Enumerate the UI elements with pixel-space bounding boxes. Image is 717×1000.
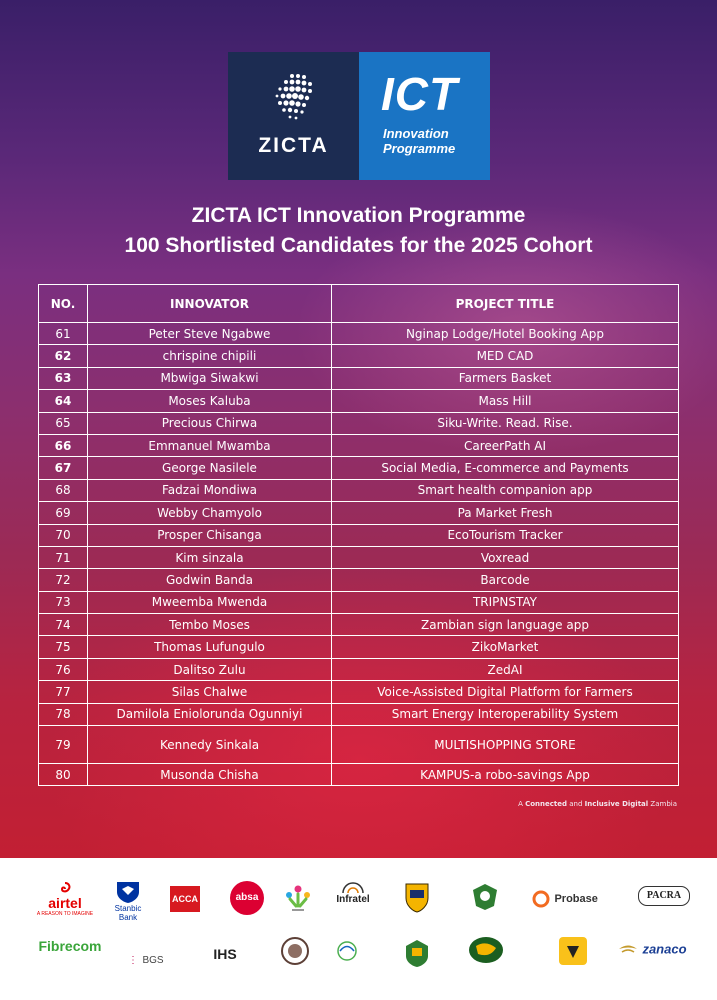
row-project: Smart Energy Interoperability System xyxy=(332,703,679,725)
stanbic-logo xyxy=(108,880,148,922)
airtel-logo xyxy=(30,882,100,918)
tagline xyxy=(518,800,677,808)
tagline-connected: Connected xyxy=(525,800,568,808)
table-row xyxy=(39,703,679,725)
row-innovator: Fadzai Mondiwa xyxy=(88,479,332,501)
row-no: 68 xyxy=(39,479,88,501)
people-network-icon xyxy=(284,884,312,914)
table-header-row xyxy=(39,285,679,323)
round-emblem-icon xyxy=(280,936,310,966)
row-innovator: Mweemba Mwenda xyxy=(88,591,332,613)
row-innovator: Dalitso Zulu xyxy=(88,658,332,680)
green-crest-icon xyxy=(470,882,500,912)
airtel-swirl-icon xyxy=(58,882,72,896)
green-map-icon xyxy=(468,936,504,964)
row-project: EcoTourism Tracker xyxy=(332,524,679,546)
acca-logo xyxy=(170,886,200,912)
zicta-dots-icon xyxy=(272,72,316,124)
row-project: ZikoMarket xyxy=(332,636,679,658)
absa-logo xyxy=(230,881,264,915)
row-project: TRIPNSTAY xyxy=(332,591,679,613)
pacra-logo-text: PACRA xyxy=(646,890,682,901)
row-project: MULTISHOPPING STORE xyxy=(332,726,679,764)
absa-logo-text: absa xyxy=(235,892,259,903)
row-innovator: Precious Chirwa xyxy=(88,412,332,434)
row-innovator: Silas Chalwe xyxy=(88,681,332,703)
row-no: 71 xyxy=(39,546,88,568)
table-row xyxy=(39,658,679,680)
sponsor-logos-strip xyxy=(0,858,717,1000)
stanbic-shield-icon xyxy=(115,880,141,904)
row-no: 61 xyxy=(39,323,88,345)
yellow-square-icon xyxy=(558,936,588,966)
infratel-logo xyxy=(328,880,378,906)
row-project: Smart health companion app xyxy=(332,479,679,501)
row-project: Siku-Write. Read. Rise. xyxy=(332,412,679,434)
bgs-logo xyxy=(128,950,188,968)
pacra-logo xyxy=(638,886,690,906)
row-project: Voice-Assisted Digital Platform for Farmers xyxy=(332,681,679,703)
bgs-dots-icon: ⋮ xyxy=(128,955,138,966)
table-row xyxy=(39,412,679,434)
header-innovator: INNOVATOR xyxy=(88,285,332,323)
table-row xyxy=(39,726,679,764)
ict-innovation-logo xyxy=(359,52,490,180)
tagline-pre: A xyxy=(518,800,526,808)
row-no: 72 xyxy=(39,569,88,591)
table-row xyxy=(39,457,679,479)
row-project: ZedAI xyxy=(332,658,679,680)
zanaco-logo xyxy=(618,940,700,958)
header-no: NO. xyxy=(39,285,88,323)
row-no: 76 xyxy=(39,658,88,680)
row-innovator: Webby Chamyolo xyxy=(88,502,332,524)
bgs-logo-text: BGS xyxy=(142,955,164,966)
fibrecom-logo xyxy=(34,938,106,954)
airtel-logo-text: airtel xyxy=(48,895,82,911)
row-innovator: Thomas Lufungulo xyxy=(88,636,332,658)
zambia-crest-icon xyxy=(404,938,430,968)
table-row xyxy=(39,479,679,501)
row-no: 77 xyxy=(39,681,88,703)
row-innovator: Kennedy Sinkala xyxy=(88,726,332,764)
row-innovator: Mbwiga Siwakwi xyxy=(88,367,332,389)
row-project: MED CAD xyxy=(332,345,679,367)
table-row xyxy=(39,546,679,568)
row-no: 80 xyxy=(39,764,88,786)
stanbic-logo-text: Stanbic xyxy=(114,904,142,913)
table-row xyxy=(39,345,679,367)
zanaco-eagle-icon xyxy=(618,942,638,956)
table-row xyxy=(39,591,679,613)
table-row xyxy=(39,569,679,591)
probase-ring-icon xyxy=(532,890,550,908)
table-row xyxy=(39,636,679,658)
row-project: CareerPath AI xyxy=(332,434,679,456)
probase-logo xyxy=(532,890,602,908)
row-innovator: Prosper Chisanga xyxy=(88,524,332,546)
row-no: 73 xyxy=(39,591,88,613)
row-project: Farmers Basket xyxy=(332,367,679,389)
ihs-logo-text: IHS xyxy=(213,946,237,962)
row-innovator: Moses Kaluba xyxy=(88,390,332,412)
row-no: 63 xyxy=(39,367,88,389)
row-no: 70 xyxy=(39,524,88,546)
header-project-title: PROJECT TITLE xyxy=(332,285,679,323)
probase-logo-text: Probase xyxy=(554,893,598,905)
ict-logo-text: ICT xyxy=(381,68,459,120)
row-innovator: chrispine chipili xyxy=(88,345,332,367)
row-innovator: George Nasilele xyxy=(88,457,332,479)
small-emblem-icon xyxy=(334,940,360,964)
row-project: Mass Hill xyxy=(332,390,679,412)
zicta-logo-text: ZICTA xyxy=(258,134,329,157)
table-row xyxy=(39,434,679,456)
page-subtitle: 100 Shortlisted Candidates for the 2025 Cohort xyxy=(124,234,593,257)
table-row xyxy=(39,367,679,389)
fibrecom-logo-text: Fibrecom xyxy=(38,938,102,954)
row-no: 66 xyxy=(39,434,88,456)
page-title: ZICTA ICT Innovation Programme xyxy=(191,204,526,227)
row-no: 78 xyxy=(39,703,88,725)
row-innovator: Godwin Banda xyxy=(88,569,332,591)
table-row xyxy=(39,614,679,636)
zcas-crest-icon xyxy=(404,882,430,914)
row-innovator: Emmanuel Mwamba xyxy=(88,434,332,456)
row-project: Nginap Lodge/Hotel Booking App xyxy=(332,323,679,345)
row-no: 75 xyxy=(39,636,88,658)
row-no: 65 xyxy=(39,412,88,434)
ict-logo-sub-line2: Programme xyxy=(383,141,456,156)
row-project: KAMPUS-a robo-savings App xyxy=(332,764,679,786)
row-no: 74 xyxy=(39,614,88,636)
row-innovator: Peter Steve Ngabwe xyxy=(88,323,332,345)
ict-logo-subtitle xyxy=(383,126,455,156)
ict-logo-sub-line1: Innovation xyxy=(383,126,449,141)
ihs-logo xyxy=(205,946,245,962)
table-row xyxy=(39,502,679,524)
acca-logo-text: ACCA xyxy=(172,894,198,904)
row-innovator: Tembo Moses xyxy=(88,614,332,636)
row-innovator: Damilola Eniolorunda Ogunniyi xyxy=(88,703,332,725)
row-no: 79 xyxy=(39,726,88,764)
row-innovator: Kim sinzala xyxy=(88,546,332,568)
row-no: 62 xyxy=(39,345,88,367)
table-row xyxy=(39,323,679,345)
zicta-logo xyxy=(228,52,359,180)
row-innovator: Musonda Chisha xyxy=(88,764,332,786)
table-row xyxy=(39,524,679,546)
infratel-logo-text: Infratel xyxy=(336,894,370,905)
row-no: 69 xyxy=(39,502,88,524)
row-project: Social Media, E-commerce and Payments xyxy=(332,457,679,479)
zanaco-logo-text: zanaco xyxy=(642,941,687,957)
row-project: Barcode xyxy=(332,569,679,591)
tagline-post: Zambia xyxy=(648,800,677,808)
row-project: Voxread xyxy=(332,546,679,568)
stanbic-logo-sub: Bank xyxy=(118,913,138,922)
candidates-table xyxy=(38,284,679,786)
row-no: 64 xyxy=(39,390,88,412)
table-row xyxy=(39,681,679,703)
airtel-tagline: A REASON TO IMAGINE xyxy=(36,911,94,917)
table-row xyxy=(39,764,679,786)
table-row xyxy=(39,390,679,412)
row-project: Zambian sign language app xyxy=(332,614,679,636)
tagline-inclusive: Inclusive Digital xyxy=(584,800,649,808)
row-no: 67 xyxy=(39,457,88,479)
row-project: Pa Market Fresh xyxy=(332,502,679,524)
tagline-and: and xyxy=(567,800,585,808)
infratel-signal-icon xyxy=(338,880,368,894)
